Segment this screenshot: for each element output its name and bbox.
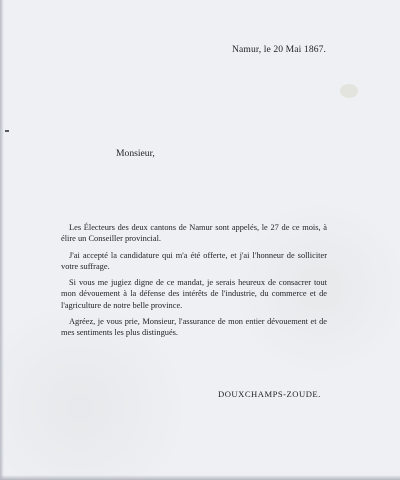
body-paragraph-2: J'ai accepté la candidature qui m'a été offerte, et j'ai l'honneur de solliciter votre suffrage. — [61, 250, 327, 271]
letter-signature: DOUXCHAMPS-ZOUDE. — [218, 389, 321, 399]
letter-body — [61, 222, 327, 344]
letter-salutation: Monsieur, — [116, 148, 155, 159]
paper-bottom-edge — [0, 475, 400, 480]
letter-dateline: Namur, le 20 Mai 1867. — [232, 44, 327, 55]
paper-left-edge — [0, 0, 4, 480]
fold-mark — [5, 130, 9, 132]
body-paragraph-3: Si vous me jugiez digne de ce mandat, je serais heureux de consacrer tout mon dévouement à la défense des intérêts de l'industrie, du commerce et de l'agriculture de notre belle province. — [61, 278, 327, 310]
paper-stain — [340, 84, 358, 98]
body-paragraph-4: Agréez, je vous prie, Monsieur, l'assurance de mon entier dévouement et de mes sentiments les plus distingués. — [61, 317, 327, 338]
body-paragraph-1: Les Électeurs des deux cantons de Namur sont appelés, le 27 de ce mois, à élire un Conseiller provincial. — [61, 223, 327, 244]
